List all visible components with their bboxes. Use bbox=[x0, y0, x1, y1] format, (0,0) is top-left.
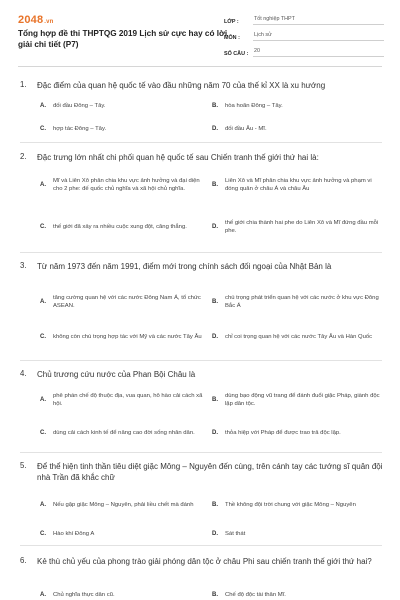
option-c[interactable] bbox=[40, 218, 210, 236]
question-stem bbox=[20, 369, 390, 380]
option-text: thế giới chia thành hai phe do Liên Xô và Mĩ đứng đầu mỗi phe. bbox=[225, 219, 379, 234]
option-letter: D. bbox=[212, 126, 218, 133]
question-divider bbox=[20, 252, 382, 253]
meta-subject-label: MÔN : bbox=[224, 35, 240, 41]
option-letter: B. bbox=[212, 299, 218, 305]
question-divider bbox=[20, 360, 382, 361]
option-letter: A. bbox=[40, 182, 46, 188]
option-text: Sát thát bbox=[225, 531, 246, 537]
question-text: Từ năm 1973 đến năm 1991, điểm mới trong chính sách đối ngoại của Nhật Bản là bbox=[37, 262, 332, 271]
option-b[interactable] bbox=[212, 591, 382, 600]
option-d[interactable] bbox=[212, 530, 382, 539]
option-letter: B. bbox=[212, 397, 218, 403]
option-letter: C. bbox=[40, 126, 46, 133]
option-b[interactable] bbox=[212, 172, 382, 198]
option-letter: A. bbox=[40, 502, 46, 508]
option-letter: C. bbox=[40, 531, 46, 538]
option-letter: B. bbox=[212, 103, 218, 110]
option-letter: D. bbox=[212, 430, 218, 436]
question-number: 5. bbox=[20, 461, 27, 470]
option-text: thỏa hiệp với Pháp để được trao trả độc lập. bbox=[225, 429, 341, 436]
option-b[interactable] bbox=[212, 391, 382, 409]
option-text: Chủ nghĩa thực dân cũ. bbox=[53, 592, 115, 598]
meta-subject-value: Lịch sử bbox=[253, 32, 384, 41]
option-letter: C. bbox=[40, 224, 46, 230]
option-text: Mĩ và Liên Xô phân chia khu vực ảnh hưởng và đại diện cho 2 phe: đế quốc chủ nghĩa và xã hội chủ nghĩa. bbox=[53, 177, 200, 192]
option-letter: C. bbox=[40, 334, 46, 340]
question-number: 2. bbox=[20, 152, 27, 161]
option-d[interactable] bbox=[212, 218, 382, 236]
option-text: Chế độ độc tài thân Mĩ. bbox=[225, 592, 286, 598]
meta-count-label: SỐ CÂU : bbox=[224, 51, 249, 57]
option-a[interactable] bbox=[40, 496, 210, 514]
meta-count-value: 20 bbox=[253, 48, 384, 57]
option-text: phê phán chế độ thuộc địa, vua quan, hô hào cải cách xã hội. bbox=[53, 392, 203, 407]
option-text: chú trọng phát triển quan hệ với các nước ở khu vực Đông Bắc Á bbox=[225, 294, 379, 309]
option-letter: A. bbox=[40, 397, 46, 403]
option-letter: B. bbox=[212, 502, 218, 508]
question-number: 4. bbox=[20, 369, 27, 378]
logo-suffix-text: .vn bbox=[44, 19, 54, 25]
option-letter: D. bbox=[212, 531, 218, 538]
question-divider bbox=[20, 545, 382, 546]
option-letter: B. bbox=[212, 592, 218, 599]
option-text: Hào khí Đông A bbox=[53, 531, 95, 537]
question-text: Để thể hiện tinh thần tiêu diệt giặc Mông – Nguyên đến cùng, trên cánh tay các tướng sĩ quân đội nhà Trần đã khắc chữ bbox=[37, 462, 383, 482]
option-text: Thề không đội trời chung với giặc Mông – Nguyên bbox=[225, 501, 356, 508]
option-c[interactable] bbox=[40, 328, 210, 346]
option-text: tăng cường quan hệ với các nước Đông Nam Á, tổ chức ASEAN. bbox=[53, 294, 201, 309]
option-c[interactable] bbox=[40, 530, 210, 539]
option-a[interactable] bbox=[40, 391, 210, 409]
option-letter: D. bbox=[212, 224, 218, 230]
option-b[interactable] bbox=[212, 496, 382, 514]
question-text: Đặc trưng lớn nhất chi phối quan hệ quốc tế sau Chiến tranh thế giới thứ hai là: bbox=[37, 153, 319, 162]
option-a[interactable] bbox=[40, 172, 210, 198]
option-text: thế giới đã xảy ra nhiều cuộc xung đột, căng thẳng. bbox=[53, 223, 187, 230]
question-stem bbox=[20, 261, 390, 272]
question-number: 6. bbox=[20, 556, 27, 565]
option-d[interactable] bbox=[212, 328, 382, 346]
option-a[interactable] bbox=[40, 591, 210, 600]
question-stem bbox=[20, 461, 390, 483]
option-text: hợp tác Đông – Tây. bbox=[53, 126, 107, 132]
question-divider bbox=[20, 142, 382, 143]
option-letter: A. bbox=[40, 592, 46, 599]
option-text: chỉ coi trọng quan hệ với các nước Tây Âu và Hàn Quốc bbox=[225, 333, 373, 340]
option-text: Nếu gặp giặc Mông – Nguyên, phải liều chết mà đánh bbox=[53, 501, 194, 508]
option-text: dùng bạo động vũ trang để đánh đuổi giặc Pháp, giành độc lập dân tộc. bbox=[225, 392, 380, 407]
question-stem bbox=[20, 152, 390, 163]
option-text: hòa hoãn Đông – Tây. bbox=[225, 103, 283, 109]
question-number: 3. bbox=[20, 261, 27, 270]
question-text: Chủ trương cứu nước của Phan Bội Châu là bbox=[37, 370, 196, 379]
page-title: Tổng hợp đề thi THPTQG 2019 Lịch sử cực hay có lời giải chi tiết (P7) bbox=[18, 29, 228, 49]
option-letter: C. bbox=[40, 430, 46, 436]
option-c[interactable] bbox=[40, 424, 210, 442]
option-a[interactable] bbox=[40, 102, 200, 111]
option-letter: A. bbox=[40, 299, 46, 305]
option-letter: D. bbox=[212, 334, 218, 340]
option-a[interactable] bbox=[40, 293, 210, 311]
question-stem bbox=[20, 556, 390, 567]
option-c[interactable] bbox=[40, 125, 200, 134]
question-stem bbox=[20, 80, 390, 91]
option-letter: B. bbox=[212, 182, 218, 188]
option-text: dùng cải cách kinh tế để nâng cao đời sống nhân dân. bbox=[53, 429, 195, 436]
option-d[interactable] bbox=[212, 125, 380, 134]
option-letter: A. bbox=[40, 103, 46, 110]
question-text: Kẻ thù chủ yếu của phong trào giải phóng dân tộc ở châu Phi sau chiến tranh thế giới thứ hai? bbox=[37, 557, 372, 566]
logo-main-text: 2048 bbox=[18, 14, 44, 26]
option-text: không còn chú trọng hợp tác với Mỹ và các nước Tây Âu bbox=[53, 333, 202, 340]
option-text: đối đầu Đông – Tây. bbox=[53, 103, 106, 109]
option-d[interactable] bbox=[212, 424, 382, 442]
option-b[interactable] bbox=[212, 293, 382, 311]
question-divider bbox=[20, 452, 382, 453]
option-b[interactable] bbox=[212, 102, 380, 111]
meta-class-value: Tốt nghiệp THPT bbox=[253, 16, 384, 25]
option-text: Liên Xô và Mĩ phân chia khu vực ảnh hưởng và phạm vi đóng quân ở châu Á và châu Âu bbox=[225, 177, 372, 192]
meta-class-label: LỚP : bbox=[224, 19, 239, 25]
question-text: Đặc điểm của quan hệ quốc tế vào đầu những năm 70 của thế kỉ XX là xu hướng bbox=[37, 81, 326, 90]
question-number: 1. bbox=[20, 80, 27, 89]
option-text: đối đầu Âu - Mĩ. bbox=[225, 126, 267, 132]
